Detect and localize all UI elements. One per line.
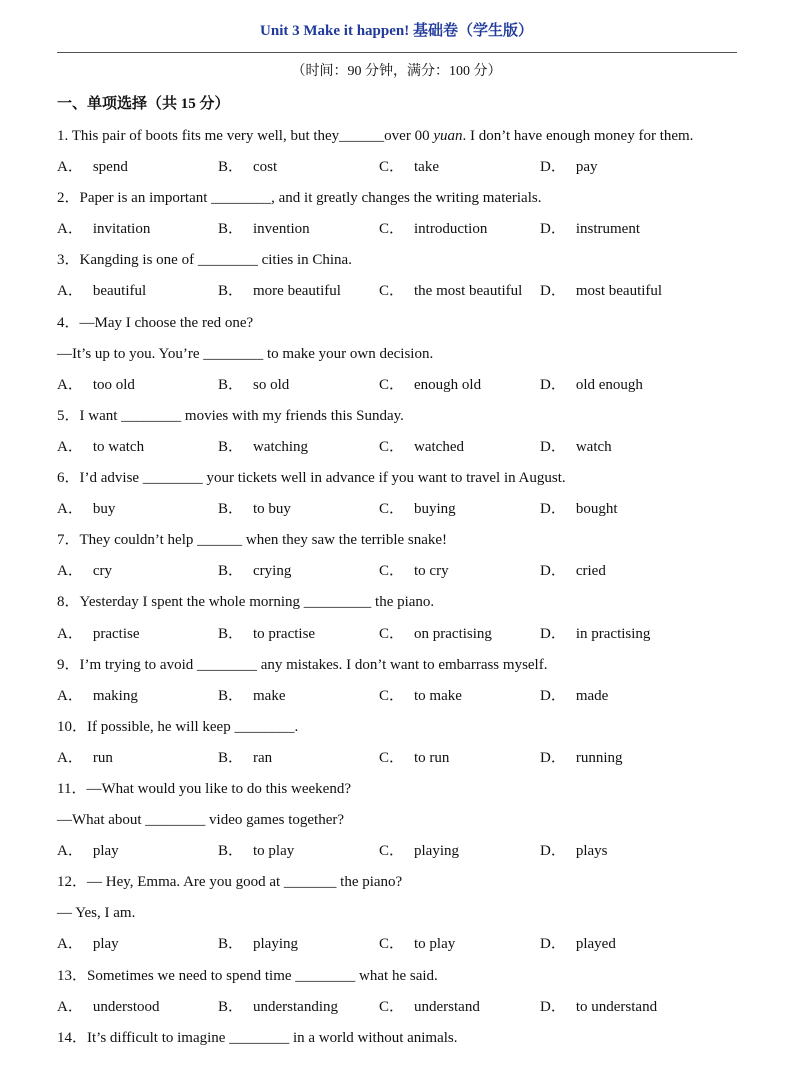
- answer-option: [57, 374, 218, 405]
- option-letter: A．: [57, 438, 83, 455]
- answer-options: [57, 623, 757, 654]
- question-text: 2．Paper is an important ________, and it greatly changes the writing materials.: [57, 190, 542, 207]
- answer-option: [379, 996, 540, 1027]
- answer-option: [379, 280, 540, 311]
- answer-options: [57, 840, 757, 871]
- option-text: take: [414, 159, 439, 176]
- answer-option: [379, 840, 540, 871]
- option-text: so old: [253, 376, 290, 393]
- option-letter: A．: [57, 936, 83, 953]
- option-text: playing: [253, 936, 299, 953]
- option-text: watch: [575, 438, 612, 455]
- question-text: 11．—What would you like to do this weekend?: [57, 780, 351, 797]
- answer-options: [57, 560, 757, 591]
- answer-option: [57, 436, 218, 467]
- option-text: to watch: [92, 438, 145, 455]
- header-divider: [57, 52, 737, 53]
- question-text: 13．Sometimes we need to spend time ________ what he said.: [57, 967, 438, 984]
- question-text: 9．I’m trying to avoid ________ any mistakes. I don’t want to embarrass myself.: [57, 656, 548, 673]
- answer-options: [57, 218, 757, 249]
- answer-option: [540, 933, 730, 964]
- question-text: — Yes, I am.: [57, 905, 136, 922]
- option-text: practise: [92, 625, 140, 642]
- answer-option: [57, 156, 218, 187]
- answer-options: [57, 996, 757, 1027]
- option-letter: C．: [379, 998, 405, 1015]
- option-letter: D．: [540, 625, 566, 642]
- answer-option: [57, 560, 218, 591]
- answer-options: [57, 436, 757, 467]
- answer-option: [379, 623, 540, 654]
- answer-option: [218, 156, 379, 187]
- option-letter: B．: [218, 843, 244, 860]
- option-letter: C．: [379, 159, 405, 176]
- answer-option: [218, 374, 379, 405]
- option-letter: A．: [57, 159, 83, 176]
- option-text: buying: [414, 501, 456, 518]
- question-text: 1. This pair of boots fits me very well, but they______over 00 yuan. I don’t have enough money for them.: [57, 128, 694, 144]
- option-text: plays: [575, 843, 608, 860]
- option-letter: B．: [218, 625, 244, 642]
- answer-options: [57, 498, 757, 529]
- question-text: 3．Kangding is one of ________ cities in China.: [57, 252, 352, 269]
- option-text: to cry: [414, 563, 449, 580]
- option-text: most beautiful: [575, 283, 663, 300]
- answer-option: [218, 996, 379, 1027]
- option-letter: B．: [218, 221, 244, 238]
- option-text: to play: [253, 843, 295, 860]
- option-letter: D．: [540, 563, 566, 580]
- option-text: crying: [253, 563, 292, 580]
- answer-option: [57, 747, 218, 778]
- option-letter: D．: [540, 749, 566, 766]
- answer-option: [218, 933, 379, 964]
- answer-option: [218, 685, 379, 716]
- answer-option: [379, 218, 540, 249]
- answer-option: [379, 498, 540, 529]
- question-text: 10．If possible, he will keep ________.: [57, 718, 299, 735]
- option-letter: C．: [379, 563, 405, 580]
- option-letter: A．: [57, 501, 83, 518]
- answer-option: [57, 840, 218, 871]
- option-text: in practising: [575, 625, 651, 642]
- answer-option: [540, 436, 730, 467]
- option-text: cost: [253, 159, 278, 176]
- option-text: to understand: [575, 998, 658, 1015]
- option-text: cry: [92, 563, 112, 580]
- option-text: to practise: [253, 625, 316, 642]
- option-text: the most beautiful: [414, 283, 523, 300]
- option-letter: B．: [218, 936, 244, 953]
- question-text: 7．They couldn’t help ______ when they saw the terrible snake!: [57, 532, 448, 549]
- option-letter: D．: [540, 687, 566, 704]
- option-letter: A．: [57, 376, 83, 393]
- option-text: to make: [414, 687, 462, 704]
- option-text: running: [575, 749, 623, 766]
- answer-option: [218, 840, 379, 871]
- option-letter: C．: [379, 749, 405, 766]
- answer-option: [540, 623, 730, 654]
- option-letter: A．: [57, 843, 83, 860]
- section-heading: 一、单项选择（共 15 分）: [57, 96, 230, 112]
- answer-option: [540, 498, 730, 529]
- answer-option: [379, 685, 540, 716]
- option-letter: B．: [218, 501, 244, 518]
- question-text: 5．I want ________ movies with my friends this Sunday.: [57, 407, 404, 424]
- answer-option: [218, 747, 379, 778]
- answer-option: [57, 996, 218, 1027]
- answer-options: [57, 933, 757, 964]
- option-letter: A．: [57, 283, 83, 300]
- answer-option: [540, 280, 730, 311]
- answer-option: [540, 685, 730, 716]
- option-text: play: [92, 843, 119, 860]
- option-letter: D．: [540, 159, 566, 176]
- option-text: making: [92, 687, 138, 704]
- option-text: on practising: [414, 625, 492, 642]
- option-text: ran: [253, 749, 273, 766]
- option-text: play: [92, 936, 119, 953]
- option-letter: B．: [218, 998, 244, 1015]
- answer-option: [540, 840, 730, 871]
- option-letter: C．: [379, 625, 405, 642]
- option-text: too old: [92, 376, 135, 393]
- option-letter: D．: [540, 936, 566, 953]
- option-letter: C．: [379, 843, 405, 860]
- answer-option: [218, 218, 379, 249]
- answer-option: [57, 498, 218, 529]
- option-letter: D．: [540, 376, 566, 393]
- answer-options: [57, 747, 757, 778]
- option-text: buy: [92, 501, 116, 518]
- option-text: run: [92, 749, 113, 766]
- question-list: [57, 125, 757, 1058]
- option-letter: C．: [379, 438, 405, 455]
- option-letter: D．: [540, 221, 566, 238]
- option-letter: C．: [379, 221, 405, 238]
- question-text: 6．I’d advise ________ your tickets well in advance if you want to travel in August.: [57, 470, 566, 487]
- option-letter: C．: [379, 501, 405, 518]
- option-letter: C．: [379, 376, 405, 393]
- answer-options: [57, 685, 757, 716]
- option-text: cried: [575, 563, 606, 580]
- answer-option: [540, 374, 730, 405]
- option-letter: B．: [218, 749, 244, 766]
- option-text: instrument: [575, 221, 641, 238]
- option-letter: D．: [540, 438, 566, 455]
- answer-options: [57, 280, 757, 311]
- option-letter: C．: [379, 687, 405, 704]
- answer-option: [540, 156, 730, 187]
- option-text: bought: [575, 501, 618, 518]
- option-text: made: [575, 687, 609, 704]
- question-text: 8．Yesterday I spent the whole morning _________ the piano.: [57, 594, 435, 611]
- answer-option: [540, 996, 730, 1027]
- option-letter: D．: [540, 998, 566, 1015]
- option-text: invention: [253, 221, 310, 238]
- answer-option: [379, 156, 540, 187]
- option-text: understand: [414, 998, 480, 1015]
- option-text: watched: [414, 438, 464, 455]
- answer-option: [540, 560, 730, 591]
- option-letter: B．: [218, 563, 244, 580]
- option-text: played: [575, 936, 616, 953]
- option-letter: D．: [540, 501, 566, 518]
- option-text: enough old: [414, 376, 482, 393]
- option-text: beautiful: [92, 283, 147, 300]
- option-letter: B．: [218, 376, 244, 393]
- question-text: 14．It’s difficult to imagine ________ in a world without animals.: [57, 1029, 458, 1046]
- option-letter: A．: [57, 221, 83, 238]
- answer-option: [57, 933, 218, 964]
- answer-option: [57, 685, 218, 716]
- option-letter: B．: [218, 687, 244, 704]
- answer-option: [379, 436, 540, 467]
- option-text: spend: [92, 159, 128, 176]
- answer-option: [218, 436, 379, 467]
- option-letter: A．: [57, 998, 83, 1015]
- page-title: Unit 3 Make it happen! 基础卷（学生版）: [260, 23, 533, 39]
- answer-option: [379, 374, 540, 405]
- option-text: make: [253, 687, 286, 704]
- option-letter: A．: [57, 625, 83, 642]
- question-text: 12．— Hey, Emma. Are you good at _______ the piano?: [57, 874, 403, 891]
- answer-option: [540, 747, 730, 778]
- answer-option: [218, 280, 379, 311]
- option-letter: D．: [540, 843, 566, 860]
- option-text: introduction: [414, 221, 488, 238]
- answer-option: [57, 623, 218, 654]
- option-letter: B．: [218, 438, 244, 455]
- answer-option: [218, 560, 379, 591]
- answer-options: [57, 374, 757, 405]
- answer-option: [379, 933, 540, 964]
- option-text: understood: [92, 998, 160, 1015]
- question-text: 4．—May I choose the red one?: [57, 314, 254, 331]
- option-text: pay: [575, 159, 598, 176]
- answer-option: [57, 218, 218, 249]
- option-text: old enough: [575, 376, 643, 393]
- option-text: more beautiful: [253, 283, 341, 300]
- option-letter: B．: [218, 159, 244, 176]
- option-letter: D．: [540, 283, 566, 300]
- option-letter: A．: [57, 563, 83, 580]
- option-letter: B．: [218, 283, 244, 300]
- answer-option: [540, 218, 730, 249]
- option-text: to run: [414, 749, 450, 766]
- answer-option: [379, 747, 540, 778]
- exam-info: （时间：90 分钟，满分：100 分）: [291, 64, 502, 79]
- answer-option: [379, 560, 540, 591]
- option-letter: A．: [57, 687, 83, 704]
- option-letter: C．: [379, 936, 405, 953]
- option-text: invitation: [92, 221, 151, 238]
- option-text: to buy: [253, 501, 291, 518]
- option-letter: C．: [379, 283, 405, 300]
- answer-option: [218, 498, 379, 529]
- option-text: understanding: [253, 998, 338, 1015]
- option-text: watching: [253, 438, 308, 455]
- answer-option: [218, 623, 379, 654]
- question-text: —It’s up to you. You’re ________ to make your own decision.: [57, 345, 434, 362]
- option-text: playing: [414, 843, 460, 860]
- question-text: —What about ________ video games together?: [57, 812, 345, 829]
- option-text: to play: [414, 936, 456, 953]
- option-letter: A．: [57, 749, 83, 766]
- answer-option: [57, 280, 218, 311]
- answer-options: [57, 156, 757, 187]
